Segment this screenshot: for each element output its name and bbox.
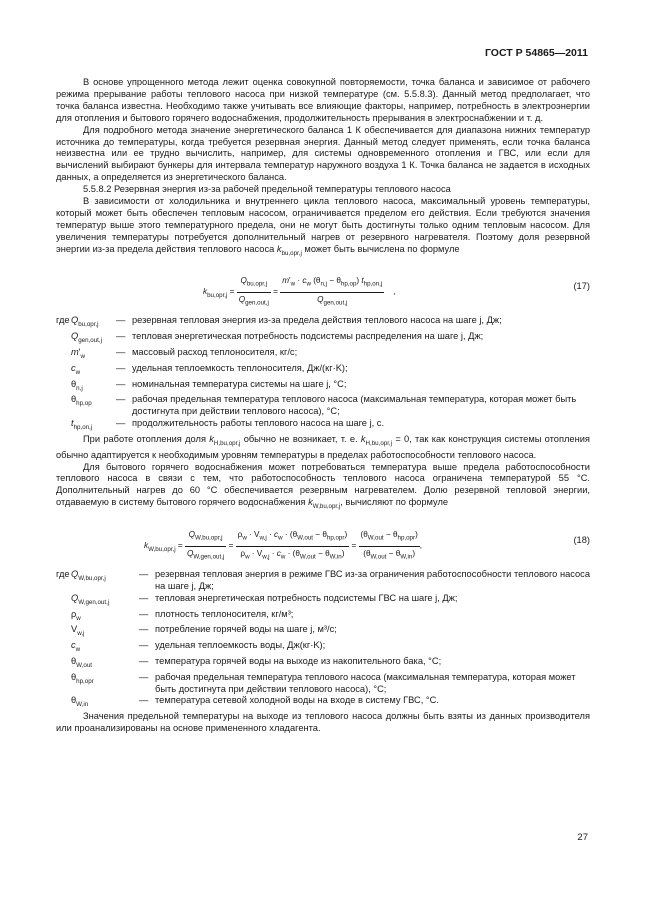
list-item: $c_w$ — удельная теплоемкость воды, Дж(кг·K); bbox=[71, 640, 326, 653]
paragraph-detailed-method: Для подробного метода значение энергетического баланса 1 К обеспечивается для диапазона нижних температур источника до температуры, когда требуется резервная энергия. Данный метод следует применять, если точка баланса неизвестна или ее трудно вычислить, например, для системы одновременного отопления и ГВС, или если для вычислений выбирают бункеры для интервала температур наружного воздуха 1 К. Точка баланса не задается в исходных данных, а определяется из энергетического баланса. bbox=[56, 124, 590, 183]
body-text bbox=[56, 77, 590, 735]
list-item: $c_w$ — удельная теплоемкость теплоносителя, Дж/(кг·K); bbox=[71, 362, 348, 376]
list-item: $t_{hp,on,j}$ — продолжительность работы теплового насоса на шаге j, с. bbox=[71, 418, 385, 431]
formula-18: $k_{W,bu,opr,j}$ = $\frac{Q_{W,bu,opr,j}}{Q_{W,gen,out,j}}$ = $\frac{\rho_w \cdot V_{w,j} \cdot c_w \cdot (\theta_{W,out} - \theta_{hp,opr})}{\rho_w \cdot V_{w,j} \cdot c_w \cdot (\theta_{W,out} - \theta_{W,in})}$ = $\frac{(\theta_{W,out} - \theta_{hp,opr})}{(\theta_{W,out} - \theta_{W,in})}$ , (18) bbox=[144, 530, 590, 561]
paragraph-limit-temperature: В зависимости от холодильника и внутреннего цикла теплового насоса, максимальный уровень температуры, который может быть обеспечен тепловым насосом, ограничивается пределом его действия. Если требуются значения температур выше этого температурного предела, они не могут быть достигнуты только одним тепловым насосом. Для увеличения температуры потребуется дополнительный нагрев от резервного нагревателя. Поэтому доля резервной энергии из-за предела действия теплового насоса $k_{bu,opr,j}$ может быть вычислена по формуле bbox=[56, 196, 590, 257]
equation-number-17: (17) bbox=[573, 281, 590, 292]
list-item: $\theta_{n,j}$ — номинальная температура системы на шаге j, °С; bbox=[71, 378, 347, 392]
list-item: $m'_w$ — массовый расход теплоносителя, кг/с; bbox=[71, 346, 298, 360]
list-item: где $Q_{bu,opr,j}$ — резервная тепловая энергия из-за предела действия теплового насоса на шаге j, Дж; bbox=[56, 315, 502, 329]
formula-17: $k_{bu,opr,j}$ = $\frac{Q_{bu,opr,j}}{Q_{gen,out,j}}$ = $\frac{m'_w \cdot c_w (\theta_{n,j} - \theta_{hp,op}) t_{hp,on,j}}{Q_{gen,out,j}}$ , (17) bbox=[203, 276, 590, 307]
list-item: $Q_{W,gen,out,j}$ — тепловая энергетическая потребность подсистемы ГВС на шаге j, Дж; bbox=[71, 592, 458, 606]
list-item: $\theta_{W,in}$ — температура сетевой холодной воды на входе в систему ГВС, °С. bbox=[71, 695, 439, 709]
paragraph-limit-values: Значения предельной температуры на выходе из теплового насоса должны быть взяты из данных производителя или проанализированы на основе примененного хладагента. bbox=[56, 711, 590, 734]
list-item: $\theta_{W,out}$ — температура горячей воды на выходе из накопительного бака, °С; bbox=[71, 655, 442, 669]
definitions-list-18 bbox=[56, 569, 590, 711]
definitions-list-17 bbox=[56, 315, 590, 433]
paragraph-hot-water: Для бытового горячего водоснабжения может потребоваться температура выше предела работоспособности теплового насоса в связи с тем, что работоспособность теплового насоса ограничена температурой 55 °С. Дополнительный нагрев до 60 °С обеспечивается резервным нагревателем. Долю резервной тепловой энергии, отдаваемую в систему бытового горячего водоснабжения $k_{W,bu,opr,j}$, вычисляют по формуле bbox=[56, 461, 590, 511]
standard-header: ГОСТ Р 54865—2011 bbox=[484, 47, 588, 59]
page-number: 27 bbox=[577, 832, 588, 843]
list-item: $\theta_{hp,opr}$ — рабочая предельная температура теплового насоса (максимальная температура, которая может быть достигнута при действии теплового насоса), °С; bbox=[71, 671, 576, 694]
list-item: где $Q_{W,bu,opr,j}$ — резервная тепловая энергия в режиме ГВС из-за ограничения работоспособности теплового насоса на шаге j, Дж; bbox=[56, 569, 590, 591]
list-item: $V_{w,j}$ — потребление горячей воды на шаге j, м³/с; bbox=[71, 624, 337, 638]
paragraph-simplified-method: В основе упрощенного метода лежит оценка совокупной повторяемости, точка баланса и зависимое от рабочего режима прерывание работы теплового насоса при низкой температуре (см. 5.5.8.3). Данный метод предполагает, что точка баланса известна. Необходимо также учитывать все влияющие факторы, например, потребность в электроэнергии для отопления и бытового горячего водоснабжения, продолжительность прерывания в электроснабжении и т. д. bbox=[56, 77, 590, 123]
section-heading-5-5-8-2: 5.5.8.2 Резервная энергия из-за рабочей предельной температуры теплового насоса bbox=[83, 184, 451, 195]
list-item: $\rho_w$ — плотность теплоносителя, кг/м³; bbox=[71, 608, 294, 622]
paragraph-heating-operation: При работе отопления доля $k_{H,bu,opr,j}$ обычно не возникает, т. е. $k_{H,bu,opr,j} = 0$, так как конструкция системы отопления обычно адаптируется к необходимым уровням температуры в пределах работоспособности теплового насоса. bbox=[56, 433, 590, 460]
list-item: $\theta_{hp,op}$ — рабочая предельная температура теплового насоса (максимальная температура, которая может быть достигнута при действии теплового насоса), °С; bbox=[71, 394, 577, 417]
equation-number-18: (18) bbox=[573, 535, 590, 546]
list-item: $Q_{gen,out,j}$ — тепловая энергетическая потребность подсистемы распределения на шаге j, Дж; bbox=[71, 331, 484, 345]
